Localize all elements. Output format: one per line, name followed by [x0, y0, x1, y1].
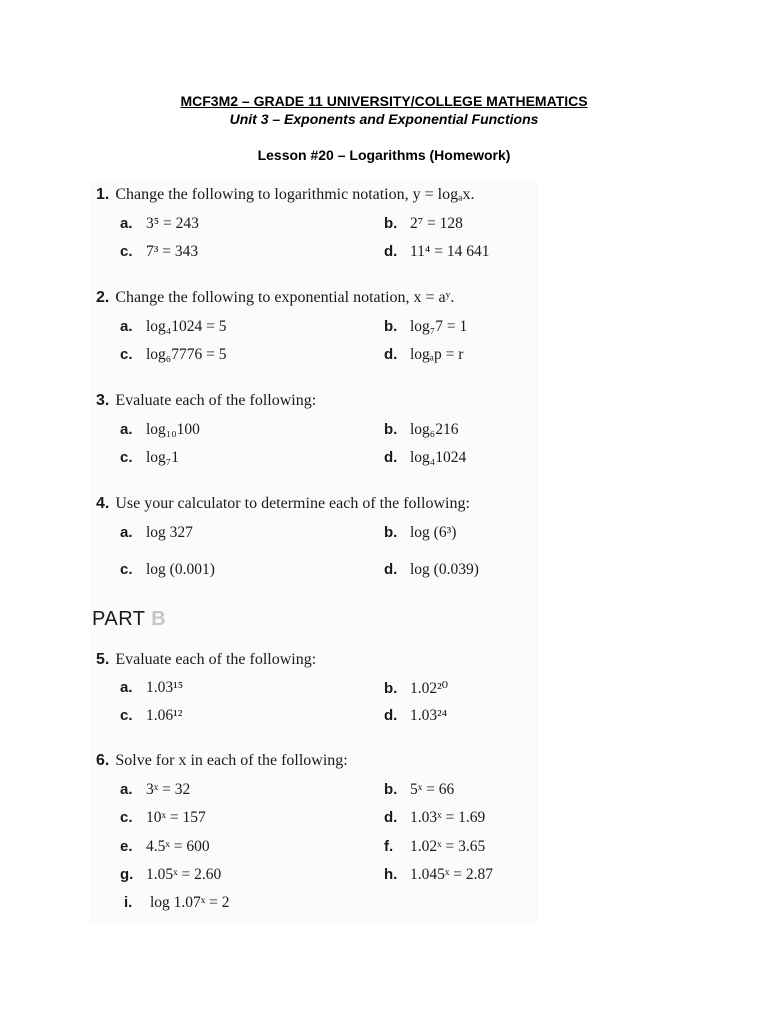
- item-letter: h.: [384, 866, 398, 883]
- question-prompt: Change the following to logarithmic notation, y = logₐx.: [115, 186, 475, 203]
- item-text: log₇7 = 1: [410, 318, 468, 335]
- item-letter: b.: [384, 421, 398, 438]
- item-letter: d.: [384, 449, 398, 466]
- item-3d: [384, 449, 466, 467]
- item-2a: [120, 318, 226, 336]
- item-text: 3ˣ = 32: [146, 781, 191, 798]
- question-number: 1.: [96, 186, 110, 203]
- item-text: 1.045ˣ = 2.87: [410, 866, 493, 883]
- item-text: log₆7776 = 5: [146, 346, 227, 363]
- item-letter: g.: [120, 866, 134, 883]
- item-6d: [384, 809, 485, 827]
- question-number: 5.: [96, 651, 110, 668]
- unit-title: Unit 3 – Exponents and Exponential Functions: [229, 111, 539, 127]
- course-title: MCF3M2 – GRADE 11 UNIVERSITY/COLLEGE MATHEMATICS: [180, 93, 588, 109]
- item-letter: d.: [384, 809, 398, 826]
- item-text: 2⁷ = 128: [410, 215, 463, 232]
- question-number: 4.: [96, 495, 110, 512]
- item-letter: a.: [120, 781, 133, 798]
- question-number: 6.: [96, 752, 110, 769]
- item-4d: [384, 561, 479, 579]
- item-6g: [120, 866, 221, 884]
- item-text: log 327: [146, 524, 193, 541]
- item-text: 1.05ˣ = 2.60: [146, 866, 222, 883]
- item-2d: [384, 346, 463, 364]
- item-letter: c.: [120, 809, 133, 826]
- item-text: log₄1024 = 5: [146, 318, 227, 335]
- item-letter: a.: [120, 318, 133, 335]
- item-2b: [384, 318, 467, 336]
- item-text: log₁₀100: [146, 421, 200, 438]
- question-2: [96, 289, 454, 307]
- item-text: 1.06¹²: [146, 707, 183, 724]
- item-letter: b.: [384, 318, 398, 335]
- question-4: [96, 495, 470, 513]
- item-text: 11⁴ = 14 641: [410, 243, 490, 260]
- part-letter: B: [151, 608, 167, 630]
- item-letter: a.: [120, 679, 133, 696]
- item-letter: c.: [120, 707, 133, 724]
- item-5d: [384, 707, 447, 725]
- item-3b: [384, 421, 458, 439]
- item-3c: [120, 449, 179, 467]
- part-b-heading: [92, 608, 166, 631]
- question-prompt: Evaluate each of the following:: [115, 392, 317, 409]
- item-6i: [124, 894, 230, 912]
- item-1c: [120, 243, 198, 261]
- item-6c: [120, 809, 206, 827]
- item-letter: b.: [384, 680, 398, 697]
- item-letter: d.: [384, 561, 398, 578]
- item-text: 1.03ˣ = 1.69: [410, 809, 486, 826]
- item-letter: f.: [384, 838, 394, 855]
- item-1d: [384, 243, 489, 261]
- question-prompt: Solve for x in each of the following:: [115, 752, 348, 769]
- item-letter: c.: [120, 346, 133, 363]
- item-text: 3⁵ = 243: [146, 215, 199, 232]
- item-text: log (0.039): [410, 561, 479, 578]
- item-text: 1.02ˣ = 3.65: [410, 838, 486, 855]
- item-1b: [384, 215, 463, 233]
- item-6f: [384, 838, 485, 856]
- item-text: log 1.07ˣ = 2: [150, 894, 230, 911]
- item-letter: e.: [120, 838, 133, 855]
- lesson-title: Lesson #20 – Logarithms (Homework): [257, 147, 511, 163]
- part-label: PART: [92, 608, 146, 630]
- item-text: log (0.001): [146, 561, 215, 578]
- item-5b: [384, 679, 448, 698]
- question-prompt: Evaluate each of the following:: [115, 651, 317, 668]
- item-text: log (6³): [410, 524, 457, 541]
- item-letter: c.: [120, 561, 133, 578]
- item-letter: d.: [384, 346, 398, 363]
- item-letter: a.: [120, 524, 133, 541]
- question-3: [96, 392, 316, 410]
- item-text: 10ˣ = 157: [146, 809, 206, 826]
- item-text: 5ˣ = 66: [410, 781, 455, 798]
- item-letter: d.: [384, 707, 398, 724]
- item-text: 7³ = 343: [146, 243, 199, 260]
- item-letter: c.: [120, 449, 133, 466]
- item-4a: [120, 524, 193, 542]
- item-letter: b.: [384, 524, 398, 541]
- item-text: 1.02²⁰: [410, 680, 448, 697]
- item-5c: [120, 707, 182, 725]
- item-6b: [384, 781, 454, 799]
- question-prompt: Use your calculator to determine each of the following:: [115, 495, 470, 512]
- item-text: log₇1: [146, 449, 179, 466]
- item-text: log₄1024: [410, 449, 467, 466]
- question-6: [96, 752, 348, 770]
- item-text: log₆216: [410, 421, 459, 438]
- item-letter: d.: [384, 243, 398, 260]
- item-letter: a.: [120, 421, 133, 438]
- question-1: [96, 186, 474, 204]
- item-letter: a.: [120, 215, 133, 232]
- item-4c: [120, 561, 215, 579]
- item-letter: b.: [384, 781, 398, 798]
- question-prompt: Change the following to exponential notation, x = aʸ.: [115, 289, 455, 306]
- item-letter: i.: [124, 894, 133, 911]
- item-5a: [120, 679, 183, 697]
- item-2c: [120, 346, 226, 364]
- item-6h: [384, 866, 493, 884]
- item-text: 4.5ˣ = 600: [146, 838, 210, 855]
- item-4b: [384, 524, 456, 542]
- item-text: 1.03²⁴: [410, 707, 448, 724]
- item-6e: [120, 838, 210, 856]
- question-number: 3.: [96, 392, 110, 409]
- item-text: 1.03¹⁵: [146, 679, 184, 696]
- item-letter: c.: [120, 243, 133, 260]
- item-1a: [120, 215, 199, 233]
- item-letter: b.: [384, 215, 398, 232]
- item-text: logₐp = r: [410, 346, 464, 363]
- question-number: 2.: [96, 289, 110, 306]
- item-6a: [120, 781, 190, 799]
- question-5: [96, 651, 316, 669]
- item-3a: [120, 421, 200, 439]
